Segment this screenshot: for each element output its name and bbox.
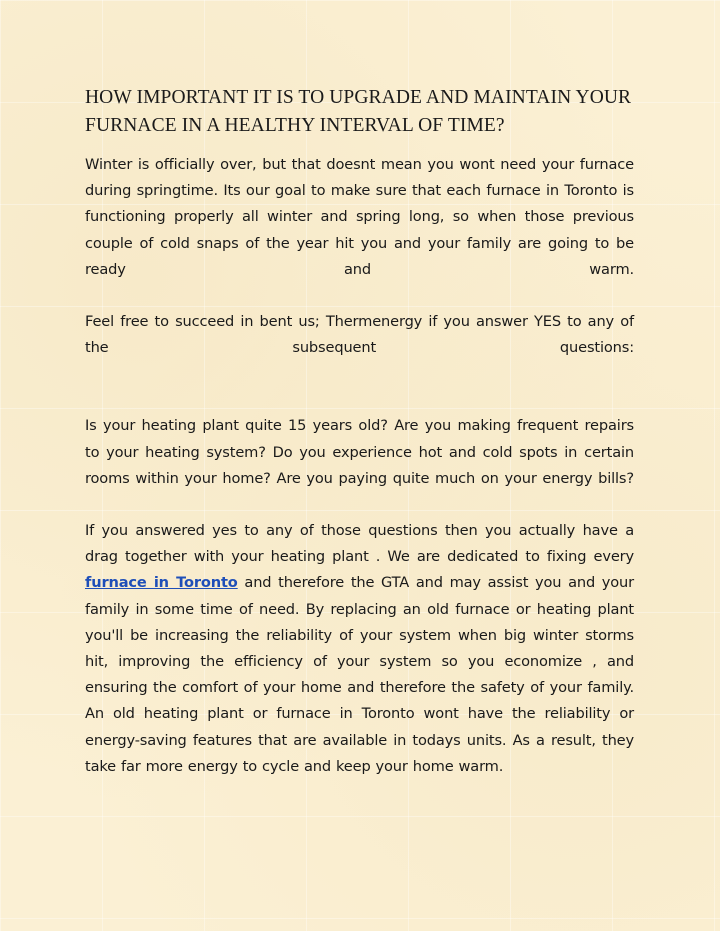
spacer	[85, 361, 634, 413]
document-page	[85, 84, 634, 780]
spacer	[85, 492, 634, 518]
paragraph-questions-intro: Feel free to succeed in bent us; Thermenergy if you answer YES to any of the subsequent questions:	[85, 313, 634, 357]
furnace-toronto-link[interactable]: furnace in Toronto	[85, 574, 238, 592]
paragraph-conclusion-start: If you answered yes to any of those questions then you actually have a drag together with your heating plant . We are dedicated to fixing every	[85, 522, 634, 566]
paragraph-intro: Winter is officially over, but that doesnt mean you wont need your furnace during springtime. Its our goal to make sure that each furnace in Toronto is functioning properly all winter and spring long, so when those previous couple of cold snaps of the year hit you and your family are going to be ready and warm.	[85, 156, 634, 278]
spacer	[85, 283, 634, 309]
document-title: HOW IMPORTANT IT IS TO UPGRADE AND MAINTAIN YOUR FURNACE IN A HEALTHY INTERVAL OF TIME?	[85, 87, 632, 136]
paragraph-conclusion-end: and therefore the GTA and may assist you and your family in some time of need. By replacing an old furnace or heating plant you'll be increasing the reliability of your system when big winter storms hit, improving the efficiency of your system so you economize , and ensuring the comfort of your home and therefore the safety of your family. An old heating plant or furnace in Toronto wont have the reliability or energy-saving features that are available in todays units. As a result, they take far more energy to cycle and keep your home warm.	[85, 574, 634, 775]
paragraph-questions: Is your heating plant quite 15 years old? Are you making frequent repairs to your heating system? Do you experience hot and cold spots in certain rooms within your home? Are you paying quite much on your energy bills?	[85, 417, 634, 487]
paragraph-conclusion	[85, 518, 634, 780]
